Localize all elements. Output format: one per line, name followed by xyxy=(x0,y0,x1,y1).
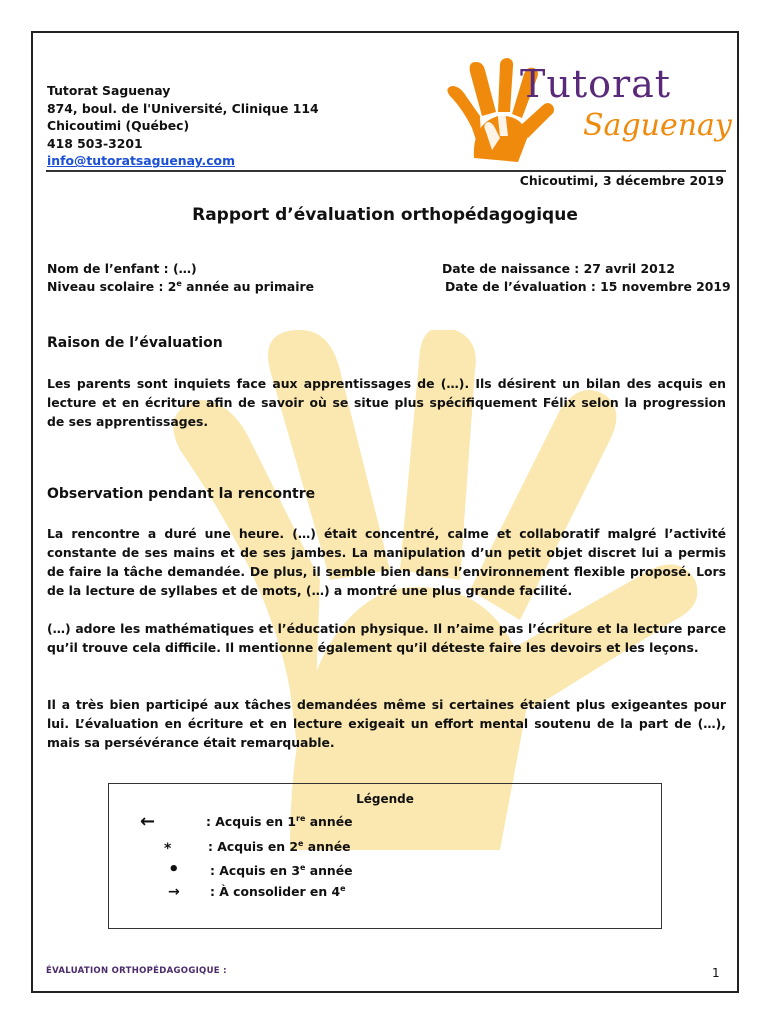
logo-text-tutorat: Tutorat xyxy=(520,62,672,106)
school-level-sup: e xyxy=(176,279,182,288)
legend-item-1-suffix: année xyxy=(305,814,353,830)
legend-item-1-prefix: : Acquis en 1 xyxy=(206,814,296,830)
footer-label: ÉVALUATION ORTHOPÉDAGOGIQUE : xyxy=(46,966,227,976)
legend-item-2-prefix: : Acquis en 2 xyxy=(208,839,298,855)
legend-item-2-sup: e xyxy=(298,839,304,848)
legend-item-2-text xyxy=(208,839,351,854)
address-line-1: 874, boul. de l'Université, Clinique 114 xyxy=(47,100,319,116)
phone: 418 503-3201 xyxy=(47,135,143,151)
legend-item-3-sup: e xyxy=(300,863,306,872)
org-name: Tutorat Saguenay xyxy=(47,83,171,98)
legend-item-1-text xyxy=(206,814,353,829)
legend-item-1-sup: re xyxy=(296,814,306,823)
address-line-2: Chicoutimi (Québec) xyxy=(47,118,190,134)
paragraph-observation-1: La rencontre a duré une heure. (…) était concentré, calme et collaboratif malgré l’activité constante de ses mains et de ses jambes. La manipulation d’un petit objet discret lui a permis de faire la tâche demandée. De plus, il semble bien dans l’environnement flexible proposé. Lors de la lecture de syllabes et de mots, (…) a montré une plus grande facilité. xyxy=(47,526,726,598)
email-link[interactable]: info@tutoratsaguenay.com xyxy=(47,153,235,169)
page-number: 1 xyxy=(712,966,720,980)
school-level-suffix: année au primaire xyxy=(181,279,315,295)
legend-item-3-prefix: : Acquis en 3 xyxy=(210,863,300,879)
logo-text-saguenay: Saguenay xyxy=(583,108,732,143)
legend-item-4-prefix: : À consolider en 4 xyxy=(210,884,341,900)
child-name: Nom de l’enfant : (…) xyxy=(47,261,197,276)
section-heading-reason: Raison de l’évaluation xyxy=(47,335,223,351)
bullet-icon: • xyxy=(168,859,180,880)
legend-item-3-suffix: année xyxy=(305,863,353,879)
evaluation-date: Date de l’évaluation : 15 novembre 2019 xyxy=(445,279,731,294)
birth-date: Date de naissance : 27 avril 2012 xyxy=(442,261,675,276)
contact-block xyxy=(47,82,319,170)
page-title: Rapport d’évaluation orthopédagogique xyxy=(192,205,578,225)
paragraph-observation-3: Il a très bien participé aux tâches demandées même si certaines étaient plus exigeantes pour lui. L’évaluation en écriture et en lecture exigeait un effort mental soutenu de la part de (…), mais sa persévérance était remarquable. xyxy=(47,697,726,750)
header-divider xyxy=(46,170,726,172)
legend-title: Légende xyxy=(356,792,414,806)
legend-item-4-text xyxy=(210,884,346,899)
legend-item-3-text xyxy=(210,863,353,878)
asterisk-icon: * xyxy=(164,841,172,857)
report-date: Chicoutimi, 3 décembre 2019 xyxy=(519,173,724,188)
school-level-prefix: Niveau scolaire : 2 xyxy=(47,279,177,295)
arrow-left-icon: ← xyxy=(140,811,156,832)
legend-item-2-suffix: année xyxy=(303,839,351,855)
paragraph-observation-2: (…) adore les mathématiques et l’éducation physique. Il n’aime pas l’écriture et la lecture parce qu’il trouve cela difficile. Il mentionne également qu’il déteste faire les devoirs et les leçons. xyxy=(47,621,726,655)
paragraph-reason: Les parents sont inquiets face aux apprentissages de (…). Ils désirent un bilan des acquis en lecture et en écriture afin de savoir où se situe plus spécifiquement Félix selon la progression de ses apprentissages. xyxy=(47,376,726,429)
arrow-right-icon: → xyxy=(168,884,180,900)
school-level xyxy=(47,279,314,294)
legend-item-4-sup: e xyxy=(340,884,346,893)
section-heading-observation: Observation pendant la rencontre xyxy=(47,486,316,502)
